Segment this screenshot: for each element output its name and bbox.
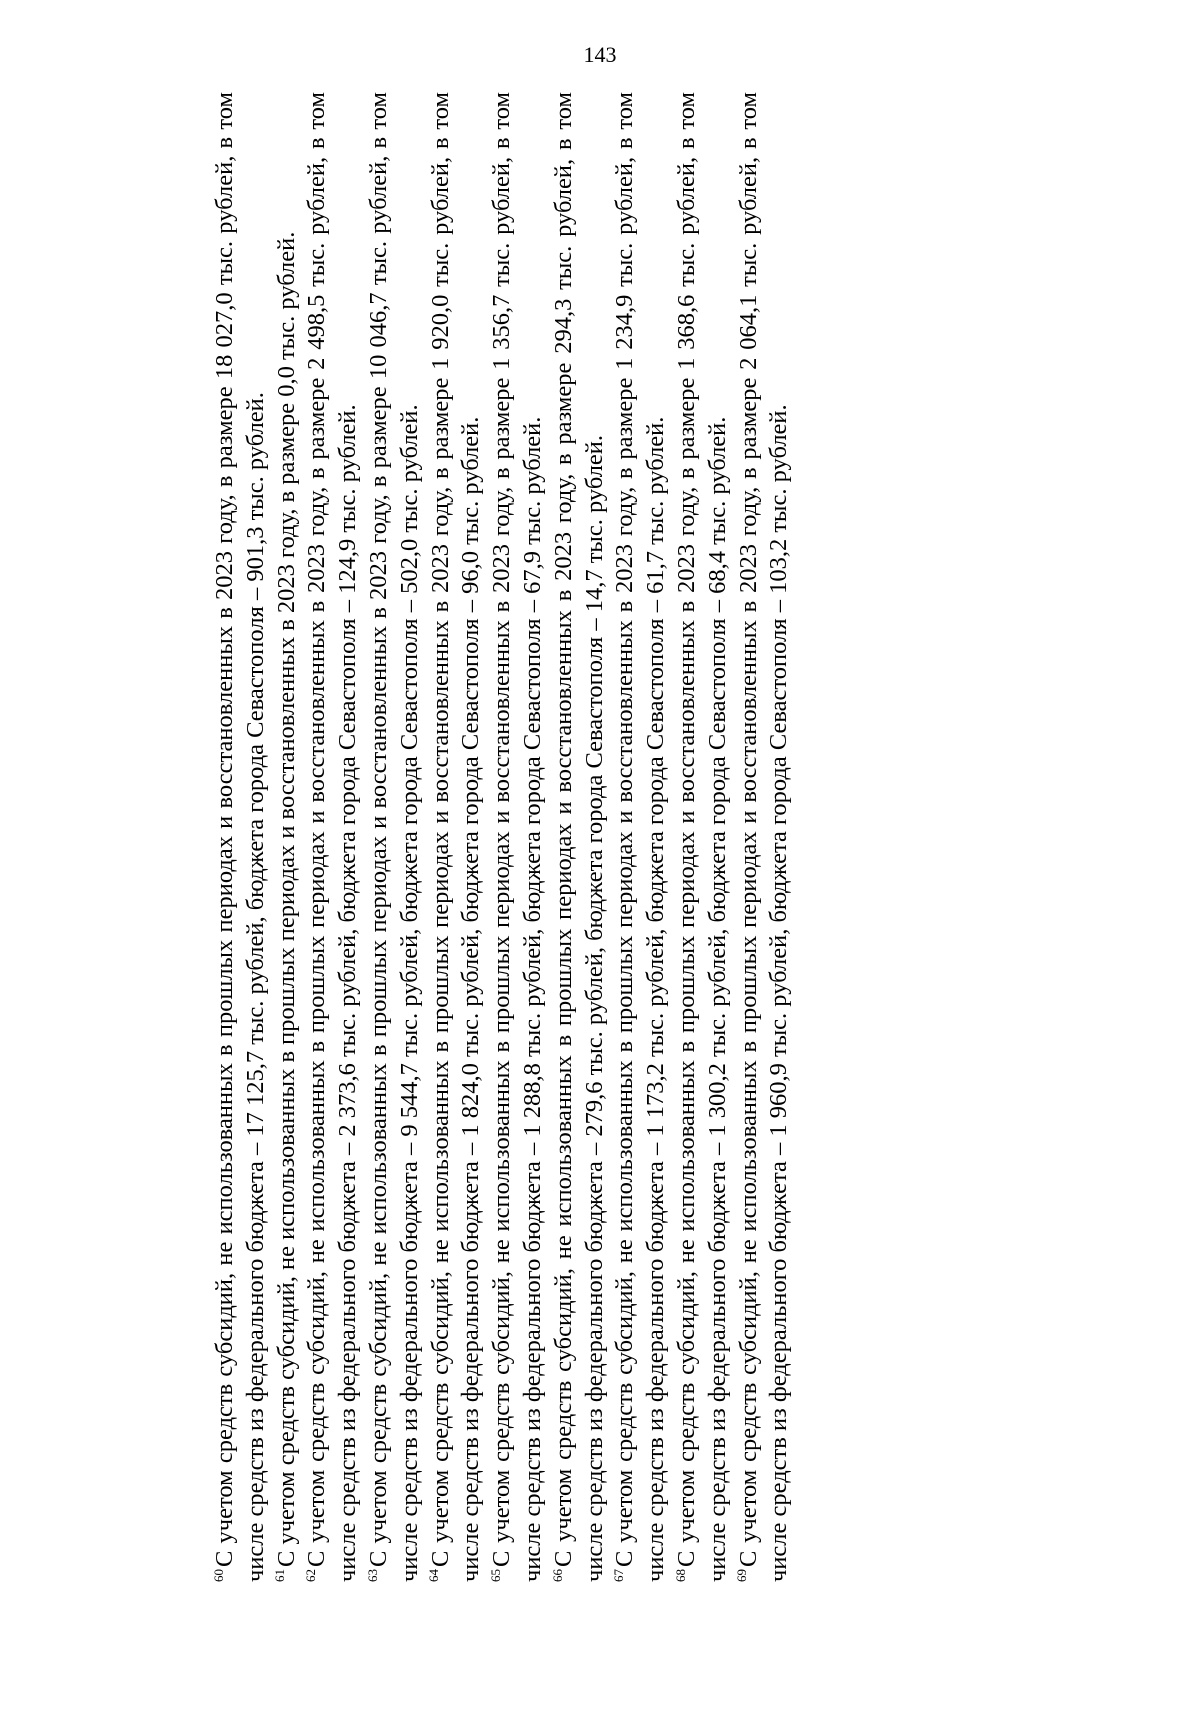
footnote (364, 92, 426, 1582)
footnote (487, 92, 549, 1582)
footnote (302, 92, 364, 1582)
footnote-text: С учетом средств субсидий, не использованных в прошлых периодах и восстановленных в 2023 году, в размере 1 920,0 тыс. рублей, в том числе средств из федерального бюджета – 1 824,0 тыс. рублей, бюджета города Севастополя – 96,0 тыс. рублей. (426, 92, 485, 1582)
footnote (549, 92, 611, 1582)
footnote-text: С учетом средств субсидий, не использованных в прошлых периодах и восстановленных в 2023 году, в размере 2 064,1 тыс. рублей, в том числе средств из федерального бюджета – 1 960,9 тыс. рублей, бюджета города Севастополя – 103,2 тыс. рублей. (734, 92, 793, 1582)
page-number: 143 (583, 42, 617, 67)
footnote-ref: 60 (210, 1569, 226, 1582)
footnote-text: С учетом средств субсидий, не использованных в прошлых периодах и восстановленных в 2023 году, в размере 10 046,7 тыс. рублей, в том числе средств из федерального бюджета – 9 544,7 тыс. рублей, бюджета города Севастополя – 502,0 тыс. рублей. (364, 92, 423, 1582)
footnote-ref: 65 (488, 1569, 504, 1582)
footnote-text: С учетом средств субсидий, не использованных в прошлых периодах и восстановленных в 2023 году, в размере 18 027,0 тыс. рублей, в том числе средств из федерального бюджета – 17 125,7 тыс. рублей, бюджета города Севастополя – 901,3 тыс. рублей. (211, 92, 269, 1582)
footnote (426, 92, 488, 1582)
footnote (610, 92, 672, 1582)
footnote-text: С учетом средств субсидий, не использованных в прошлых периодах и восстановленных в 2023 году, в размере 0,0 тыс. рублей. (272, 231, 300, 1567)
footnote-ref: 66 (549, 1569, 565, 1582)
footnote (272, 92, 303, 1582)
footnote-ref: 69 (734, 1569, 750, 1582)
footnote-ref: 62 (303, 1569, 319, 1582)
footnote-ref: 67 (611, 1569, 627, 1582)
footnote-ref: 68 (672, 1569, 688, 1582)
footnote (672, 92, 734, 1582)
footnote-text: С учетом средств субсидий, не использованных в прошлых периодах и восстановленных в 2023 году, в размере 2 498,5 тыс. рублей, в том числе средств из федерального бюджета – 2 373,6 тыс. рублей, бюджета города Севастополя – 124,9 тыс. рублей. (303, 92, 362, 1582)
footnote-ref: 61 (272, 1569, 288, 1582)
footnote-text: С учетом средств субсидий, не использованных в прошлых периодах и восстановленных в 2023 году, в размере 1 368,6 тыс. рублей, в том числе средств из федерального бюджета – 1 300,2 тыс. рублей, бюджета города Севастополя – 68,4 тыс. рублей. (672, 92, 731, 1582)
footnote-text: С учетом средств субсидий, не использованных в прошлых периодах и восстановленных в 2023 году, в размере 294,3 тыс. рублей, в том числе средств из федерального бюджета – 279,6 тыс. рублей, бюджета города Севастополя – 14,7 тыс. рублей. (549, 92, 608, 1582)
footnote-ref: 64 (426, 1569, 442, 1582)
footnotes-list (210, 92, 795, 1582)
footnote-text: С учетом средств субсидий, не использованных в прошлых периодах и восстановленных в 2023 году, в размере 1 356,7 тыс. рублей, в том числе средств из федерального бюджета – 1 288,8 тыс. рублей, бюджета города Севастополя – 67,9 тыс. рублей. (488, 92, 546, 1582)
footnote (210, 92, 272, 1582)
rotated-content (210, 92, 1070, 1582)
footnote-text: С учетом средств субсидий, не использованных в прошлых периодах и восстановленных в 2023 году, в размере 1 234,9 тыс. рублей, в том числе средств из федерального бюджета – 1 173,2 тыс. рублей, бюджета города Севастополя – 61,7 тыс. рублей. (611, 92, 670, 1582)
footnote-ref: 63 (364, 1569, 380, 1582)
footnote (734, 92, 796, 1582)
